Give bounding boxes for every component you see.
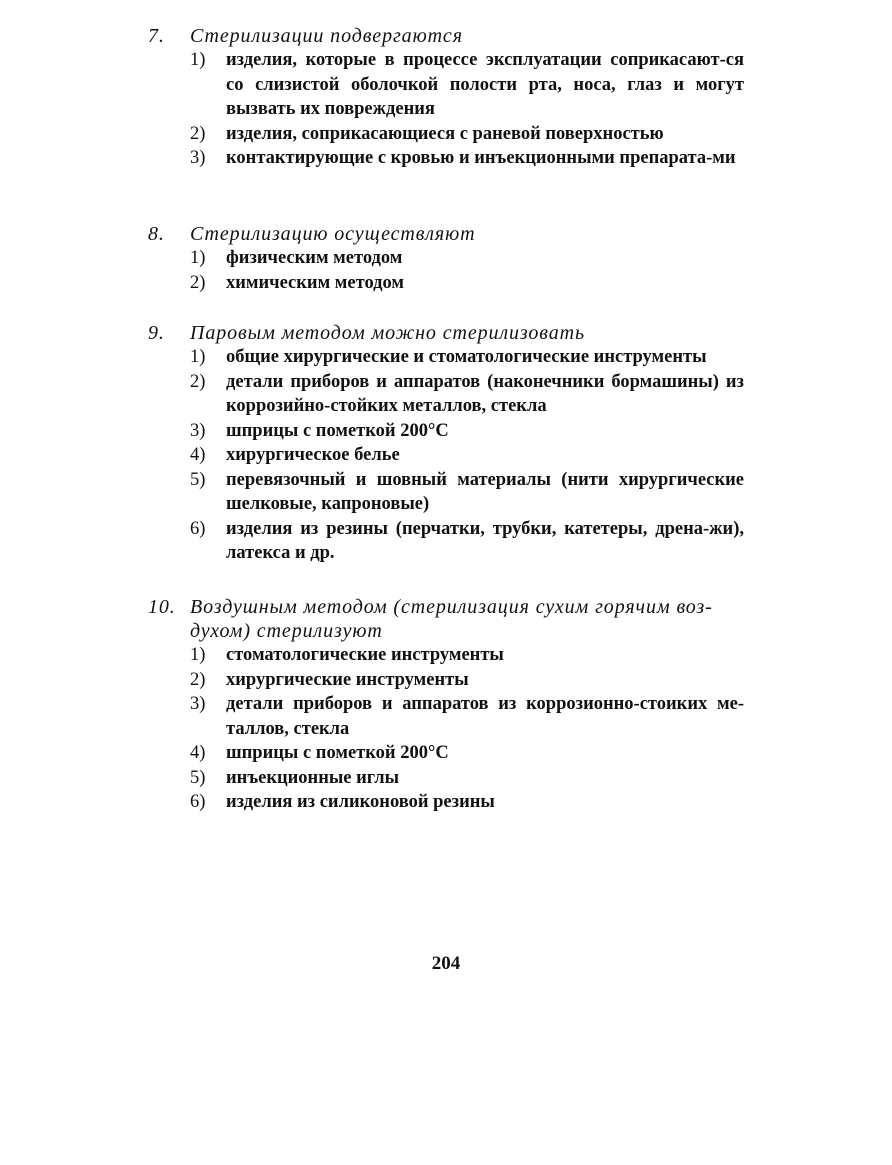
- option-text: хирургические инструменты: [226, 669, 469, 690]
- question-heading: [148, 595, 748, 643]
- question-9: [148, 321, 748, 566]
- option-number: 2): [190, 123, 206, 144]
- option-number: 2): [190, 371, 206, 392]
- question-number: 9.: [148, 322, 165, 344]
- question-title: Паровым методом можно стерилизовать: [190, 322, 585, 344]
- option-text: общие хирургические и стоматологические инструменты: [226, 347, 707, 367]
- option-text: перевязочный и шовный материалы (нити хирургические шелковые, капроновые): [226, 469, 744, 514]
- option-number: 4): [190, 743, 206, 763]
- answer-option: [190, 122, 748, 147]
- question-title: Воздушным методом (стерилизация сухим горячим воз-духом) стерилизуют: [190, 596, 713, 642]
- question-number: 10.: [148, 596, 176, 618]
- answer-option: [190, 271, 748, 296]
- option-number: 3): [190, 420, 206, 441]
- answer-option: [190, 443, 748, 468]
- option-number: 1): [190, 248, 206, 268]
- answer-option: [190, 643, 748, 668]
- option-text: хирургическое белье: [226, 445, 400, 465]
- question-number: 8.: [148, 223, 165, 245]
- option-number: 2): [190, 669, 206, 690]
- option-number: 2): [190, 272, 206, 293]
- option-number: 4): [190, 445, 206, 465]
- question-number: 7.: [148, 25, 165, 47]
- answer-option: [190, 370, 748, 419]
- option-number: 6): [190, 518, 206, 539]
- option-text: изделия, соприкасающиеся с раневой поверхностью: [226, 123, 664, 144]
- answer-option: [190, 246, 748, 271]
- option-text: химическим методом: [226, 272, 405, 293]
- question-title: Стерилизации подвергаются: [190, 25, 463, 47]
- answer-option: [190, 146, 748, 171]
- option-text: стоматологические инструменты: [226, 645, 504, 665]
- answer-option: [190, 517, 748, 566]
- option-number: 1): [190, 347, 206, 367]
- question-7: [148, 24, 748, 171]
- page-number: 204: [431, 953, 461, 974]
- option-text: физическим методом: [226, 248, 403, 268]
- answer-option: [190, 790, 748, 815]
- option-number: 5): [190, 767, 206, 788]
- option-text: шприцы с пометкой 200°С: [226, 420, 449, 441]
- question-heading: [148, 24, 748, 48]
- option-text: инъекционные иглы: [226, 767, 400, 788]
- answer-option: [190, 668, 748, 693]
- question-8: [148, 222, 748, 295]
- option-number: 5): [190, 469, 206, 490]
- answer-option: [190, 419, 748, 444]
- option-number: 6): [190, 792, 206, 812]
- option-number: 3): [190, 694, 206, 714]
- question-10: [148, 595, 748, 815]
- option-text: контактирующие с кровью и инъекционными препарата-ми: [226, 148, 736, 168]
- answer-option: [190, 692, 748, 741]
- question-heading: [148, 321, 748, 345]
- option-text: изделия, которые в процессе эксплуатации соприкасают-ся со слизистой оболочкой полости рта, носа, глаз и могут вызвать их повреждения: [226, 50, 744, 119]
- option-number: 1): [190, 50, 206, 70]
- option-text: детали приборов и аппаратов из коррозионно-стоиких ме-таллов, стекла: [226, 694, 744, 739]
- answer-option: [190, 48, 748, 122]
- option-number: 1): [190, 645, 206, 665]
- answer-option: [190, 741, 748, 766]
- question-title: Стерилизацию осуществляют: [190, 223, 476, 245]
- answer-option: [190, 345, 748, 370]
- option-text: изделия из резины (перчатки, трубки, катетеры, дрена-жи), латекса и др.: [226, 518, 744, 563]
- question-heading: [148, 222, 748, 246]
- option-number: 3): [190, 148, 206, 168]
- option-text: изделия из силиконовой резины: [226, 792, 495, 812]
- answer-option: [190, 468, 748, 517]
- option-text: шприцы с пометкой 200°С: [226, 743, 449, 763]
- option-text: детали приборов и аппаратов (наконечники бормашины) из коррозийно-стойких металлов, стекла: [226, 371, 744, 416]
- answer-option: [190, 766, 748, 791]
